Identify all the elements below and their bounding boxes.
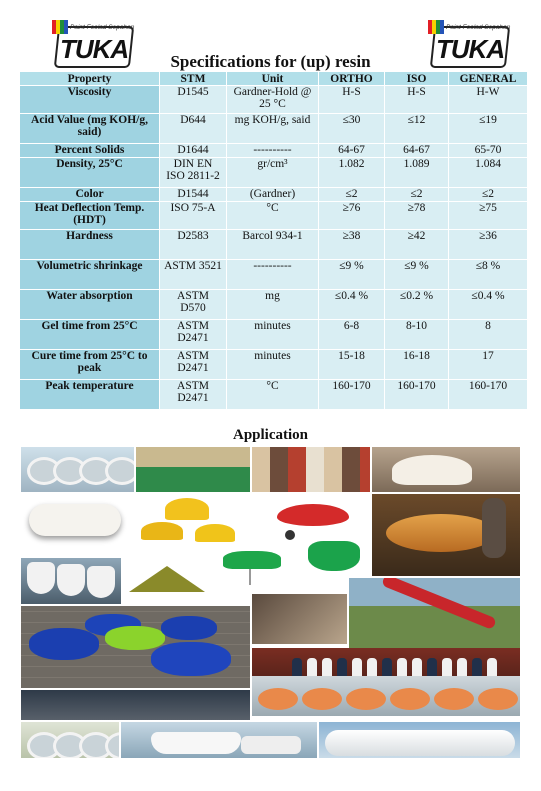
cell-ortho: ≤2 (319, 188, 385, 202)
cell-general: ≤0.4 % (449, 290, 528, 320)
cell-unit: (Gardner) (227, 188, 319, 202)
bucket-seat (308, 541, 360, 571)
boat-hull (277, 504, 349, 526)
tank-body (325, 730, 515, 756)
cell-stm: D2583 (160, 230, 227, 260)
table-row (20, 380, 528, 410)
bathtub (151, 732, 241, 754)
photo-white-planters (21, 558, 121, 604)
cell-iso: 1.089 (385, 158, 449, 188)
lounge-body (29, 504, 121, 536)
cell-stm: DIN EN ISO 2811-2 (160, 158, 227, 188)
cell-iso: 64-67 (385, 144, 449, 158)
tray (241, 736, 301, 754)
canoe-hull (386, 514, 496, 552)
table-row (20, 114, 528, 144)
cell-unit: ---------- (227, 144, 319, 158)
wheel (285, 530, 295, 540)
cell-unit: mg KOH/g, said (227, 114, 319, 144)
photo-fiberglass-pipes (21, 447, 134, 492)
cell-ortho: ≤30 (319, 114, 385, 144)
cell-unit: Gardner-Hold @ 25 °C (227, 86, 319, 114)
kayak (258, 688, 298, 710)
cell-stm: ASTM D2471 (160, 350, 227, 380)
cell-general: ≤19 (449, 114, 528, 144)
worker (482, 498, 506, 558)
cell-iso: ≥42 (385, 230, 449, 260)
cell-ortho: ≤9 % (319, 260, 385, 290)
header-stm: STM (160, 72, 227, 86)
cell-unit: mg (227, 290, 319, 320)
stone-seat (151, 642, 231, 676)
cell-iso: 8-10 (385, 320, 449, 350)
cell-general: 1.084 (449, 158, 528, 188)
kayak (478, 688, 518, 710)
cell-ortho: ≥76 (319, 202, 385, 230)
table-row (20, 144, 528, 158)
logo-tagline: Paint Foolad Sepahan (446, 24, 511, 31)
cell-property: Water absorption (20, 290, 160, 320)
cell-unit: gr/cm³ (227, 158, 319, 188)
cell-unit: °C (227, 380, 319, 410)
planter (27, 562, 55, 594)
table-row (20, 188, 528, 202)
cell-iso: ≤2 (385, 188, 449, 202)
cell-stm: D1545 (160, 86, 227, 114)
photo-white-lounge-chair (21, 494, 131, 556)
cell-property: Peak temperature (20, 380, 160, 410)
kayak (346, 688, 386, 710)
cell-stm: ASTM D570 (160, 290, 227, 320)
hard-hat (195, 524, 235, 542)
cell-iso: ≤9 % (385, 260, 449, 290)
stone-seat (161, 616, 217, 640)
table-row (20, 260, 528, 290)
cell-ortho: 64-67 (319, 144, 385, 158)
logo-color-stripe (52, 20, 68, 34)
cell-property: Hardness (20, 230, 160, 260)
cell-property: Percent Solids (20, 144, 160, 158)
logo-tagline: Paint Foolad Sepahan (70, 24, 135, 31)
pipe-end (105, 457, 134, 485)
cell-general: ≥36 (449, 230, 528, 260)
cell-property: Acid Value (mg KOH/g, said) (20, 114, 160, 144)
photo-green-factory-floor (136, 447, 250, 492)
hard-hat (165, 498, 209, 520)
table-row (20, 290, 528, 320)
stone-seat (105, 626, 165, 650)
photo-green-chair (209, 545, 294, 590)
cell-unit: minutes (227, 350, 319, 380)
cell-general: ≥75 (449, 202, 528, 230)
cell-iso: ≥78 (385, 202, 449, 230)
cell-general: 160-170 (449, 380, 528, 410)
photo-green-bucket-seat (298, 537, 370, 577)
table-row (20, 158, 528, 188)
cell-property: Volumetric shrinkage (20, 260, 160, 290)
page-title: Specifications for (up) resin (170, 52, 371, 71)
stone-seat (29, 628, 99, 660)
cell-stm: D644 (160, 114, 227, 144)
cell-ortho: ≥38 (319, 230, 385, 260)
photo-white-helmet (372, 447, 520, 492)
cell-iso: ≤12 (385, 114, 449, 144)
photo-red-slide (349, 578, 520, 648)
helmet-shell (392, 455, 472, 485)
cell-property: Gel time from 25°C (20, 320, 160, 350)
table-header-row (20, 72, 528, 86)
cell-ortho: 6-8 (319, 320, 385, 350)
cell-ortho: 1.082 (319, 158, 385, 188)
cell-general: 17 (449, 350, 528, 380)
cell-stm: D1544 (160, 188, 227, 202)
table-row (20, 350, 528, 380)
cell-stm: ASTM D2471 (160, 320, 227, 350)
cell-iso: H-S (385, 86, 449, 114)
logo-wordmark: TUKA (60, 34, 129, 64)
table-row (20, 320, 528, 350)
hard-hat (141, 522, 183, 540)
cell-stm: ASTM D2471 (160, 380, 227, 410)
kayak (434, 688, 474, 710)
table-row (20, 230, 528, 260)
logo-color-stripe (428, 20, 444, 34)
cell-unit: minutes (227, 320, 319, 350)
table-row (20, 202, 528, 230)
cell-property: Cure time from 25°C to peak (20, 350, 160, 380)
table-row (20, 86, 528, 114)
cell-stm: ASTM 3521 (160, 260, 227, 290)
photo-white-tank (319, 722, 520, 758)
cell-unit: ---------- (227, 260, 319, 290)
photo-orange-kayaks (252, 676, 520, 716)
cell-stm: D1644 (160, 144, 227, 158)
spec-table (19, 71, 528, 410)
photo-solar-panels (21, 690, 250, 720)
planter (87, 566, 115, 598)
cell-general: 65-70 (449, 144, 528, 158)
header-iso: ISO (385, 72, 449, 86)
header-ortho: ORTHO (319, 72, 385, 86)
cell-ortho: 15-18 (319, 350, 385, 380)
tent-body (129, 566, 205, 592)
cell-unit: Barcol 934-1 (227, 230, 319, 260)
header-property: Property (20, 72, 160, 86)
header-unit: Unit (227, 72, 319, 86)
kayak (390, 688, 430, 710)
cell-property: Viscosity (20, 86, 160, 114)
photo-white-pipes (21, 722, 119, 758)
cell-iso: 16-18 (385, 350, 449, 380)
cell-property: Density, 25°C (20, 158, 160, 188)
slide-chute (381, 578, 497, 630)
header-general: GENERAL (449, 72, 528, 86)
photo-carved-sculpture (252, 594, 347, 644)
chair-seat (223, 551, 281, 569)
cell-property: Color (20, 188, 160, 202)
cell-general: 8 (449, 320, 528, 350)
cell-property: Heat Deflection Temp. (HDT) (20, 202, 160, 230)
cell-general: ≤8 % (449, 260, 528, 290)
cell-ortho: ≤0.4 % (319, 290, 385, 320)
logo-wordmark: TUKA (436, 34, 505, 64)
photo-green-tent (123, 558, 211, 598)
cell-general: ≤2 (449, 188, 528, 202)
cell-ortho: 160-170 (319, 380, 385, 410)
application-heading: Application (232, 427, 308, 443)
photo-wooden-canoe-workshop (372, 494, 520, 576)
kayak (302, 688, 342, 710)
cell-stm: ISO 75-A (160, 202, 227, 230)
photo-blue-stone-seats (21, 606, 250, 688)
photo-color-stone-chips (252, 447, 370, 492)
cell-unit: °C (227, 202, 319, 230)
photo-yellow-hard-hats (133, 494, 253, 552)
chair-leg (249, 569, 251, 585)
cell-general: H-W (449, 86, 528, 114)
cell-ortho: H-S (319, 86, 385, 114)
photo-white-bathtub (121, 722, 317, 758)
planter (57, 564, 85, 596)
cell-iso: ≤0.2 % (385, 290, 449, 320)
cell-iso: 160-170 (385, 380, 449, 410)
